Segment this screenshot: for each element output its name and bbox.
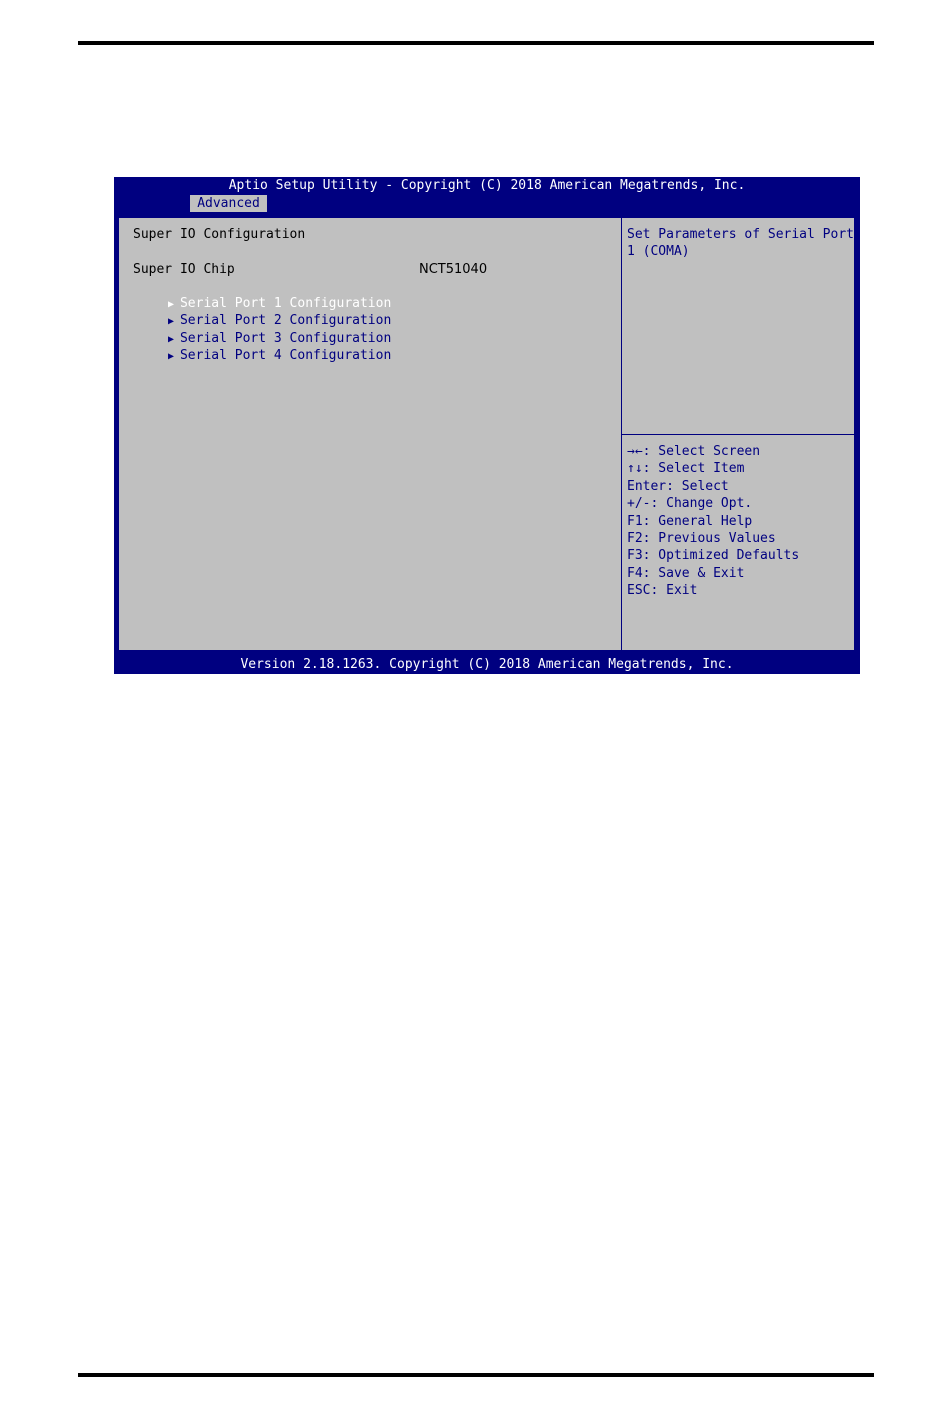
submenu-arrow-icon: ▶ — [167, 351, 174, 362]
menu-item-serial-port-4[interactable] — [121, 330, 391, 382]
menu-item-label: Serial Port 3 Configuration — [179, 331, 392, 346]
key-hint: Enter: Select — [627, 478, 729, 494]
key-hint: F1: General Help — [627, 513, 753, 529]
key-hint: F4: Save & Exit — [627, 565, 745, 581]
key-hint: ↑↓: Select Item — [627, 461, 745, 477]
menu-item-label: Serial Port 1 Configuration — [179, 296, 392, 311]
submenu-arrow-icon: ▶ — [167, 316, 174, 327]
key-hint: →←: Select Screen — [627, 444, 761, 459]
bios-setup-screen — [114, 177, 860, 674]
submenu-arrow-icon: ▶ — [167, 334, 174, 345]
submenu-arrow-icon: ▶ — [167, 299, 174, 310]
key-hint: F2: Previous Values — [627, 531, 776, 547]
super-io-chip-label: Super IO Chip — [133, 262, 235, 277]
main-panel — [118, 217, 855, 651]
help-divider — [622, 434, 854, 435]
tab-advanced[interactable]: Advanced — [190, 195, 267, 212]
key-hint: ESC: Exit — [627, 583, 698, 599]
title-bar: Aptio Setup Utility - Copyright (C) 2018 American Megatrends, Inc. — [228, 178, 746, 193]
page-bottom-rule — [78, 1373, 874, 1377]
key-hint: +/-: Change Opt. — [627, 496, 753, 512]
menu-item-label: Serial Port 2 Configuration — [179, 313, 392, 328]
menu-item-label: Serial Port 4 Configuration — [179, 348, 392, 363]
key-legend — [627, 443, 799, 600]
page-top-rule — [78, 41, 874, 45]
super-io-chip-value: NCT51040 — [419, 262, 488, 277]
help-text: Set Parameters of Serial Port 1 (COMA) — [627, 227, 854, 259]
footer-bar: Version 2.18.1263. Copyright (C) 2018 American Megatrends, Inc. — [240, 657, 734, 672]
key-hint: F3: Optimized Defaults — [627, 548, 800, 564]
section-title: Super IO Configuration — [133, 227, 306, 242]
